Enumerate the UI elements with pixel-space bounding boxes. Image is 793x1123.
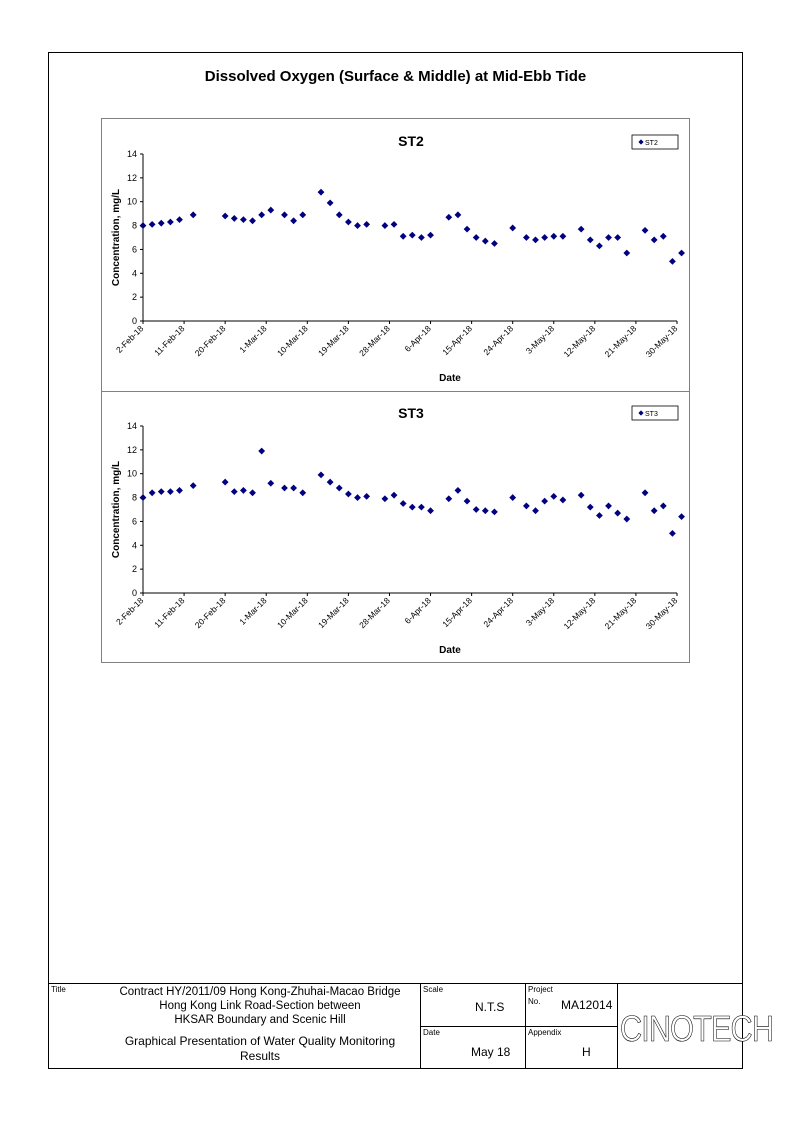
data-point: [445, 495, 452, 502]
contract-title-line2: Hong Kong Link Road-Section between: [159, 1000, 361, 1012]
contract-title-line1: Contract HY/2011/09 Hong Kong-Zhuhai-Macao Bridge: [119, 986, 401, 998]
data-point: [678, 513, 685, 520]
x-tick-label: 10-Mar-18: [274, 323, 310, 359]
scale-value: N.T.S: [475, 1000, 505, 1014]
data-point: [158, 488, 165, 495]
data-point: [391, 492, 398, 499]
data-point: [249, 489, 256, 496]
data-point: [354, 494, 361, 501]
data-point: [455, 487, 462, 494]
data-point: [651, 507, 658, 514]
x-tick-label: 15-Apr-18: [440, 323, 475, 358]
y-tick-label: 0: [131, 316, 137, 326]
data-point: [149, 489, 156, 496]
y-axis-title: Concentration, mg/L: [111, 460, 122, 559]
data-point: [578, 492, 585, 499]
x-tick-label: 30-May-18: [643, 595, 680, 632]
legend-label: ST2: [645, 140, 658, 147]
project-no-label: No.: [528, 997, 541, 1006]
appendix-label: Appendix: [528, 1028, 562, 1037]
data-point: [559, 497, 566, 504]
y-tick-label: 6: [131, 244, 137, 255]
data-point: [669, 530, 676, 537]
x-tick-label: 15-Apr-18: [440, 595, 475, 630]
project-number: MA12014: [561, 998, 613, 1012]
drawing-title-line1: Graphical Presentation of Water Quality Monitoring: [124, 1034, 396, 1048]
data-point: [523, 503, 530, 510]
data-point: [240, 487, 247, 494]
x-tick-label: 21-May-18: [602, 323, 639, 360]
drawing-title-line2: Results: [239, 1049, 280, 1063]
y-tick-label: 8: [131, 492, 137, 503]
data-point: [550, 493, 557, 500]
data-point: [299, 489, 306, 496]
data-point: [167, 488, 174, 495]
data-point: [409, 504, 416, 511]
scale-label: Scale: [423, 985, 444, 994]
x-tick-label: 20-Feb-18: [192, 323, 228, 359]
data-point: [473, 506, 480, 513]
y-axis-title: Concentration, mg/L: [111, 188, 122, 287]
y-tick-label: 10: [126, 468, 137, 479]
x-axis-title: Date: [439, 645, 461, 656]
data-point: [587, 504, 594, 511]
data-point: [427, 507, 434, 514]
y-tick-label: 6: [131, 516, 137, 527]
x-tick-label: 11-Feb-18: [152, 595, 187, 630]
project-label: Project: [528, 985, 553, 994]
data-point: [140, 494, 147, 501]
x-tick-label: 6-Apr-18: [402, 595, 433, 626]
x-tick-label: 24-Apr-18: [481, 595, 516, 630]
data-point: [482, 507, 489, 514]
data-point: [509, 494, 516, 501]
data-point: [327, 479, 334, 486]
data-point: [336, 485, 343, 492]
x-tick-label: 10-Mar-18: [274, 595, 310, 631]
data-point: [541, 498, 548, 505]
date-value: May 18: [471, 1045, 511, 1059]
x-tick-label: 19-Mar-18: [315, 323, 351, 359]
data-point: [318, 472, 325, 479]
data-point: [258, 448, 265, 455]
data-point: [605, 503, 612, 510]
x-tick-label: 2-Feb-18: [113, 595, 146, 627]
page-title: Dissolved Oxygen (Surface & Middle) at Mid-Ebb Tide: [204, 68, 587, 85]
x-axis-title: Date: [439, 373, 461, 384]
data-point: [190, 482, 197, 489]
chart-title: ST2: [398, 133, 424, 149]
contract-title: [100, 985, 420, 1027]
x-tick-label: 21-May-18: [602, 595, 639, 632]
data-point: [222, 479, 229, 486]
data-point: [176, 487, 183, 494]
data-point: [418, 504, 425, 511]
data-point: [532, 507, 539, 514]
data-point: [623, 516, 630, 523]
data-point: [642, 489, 649, 496]
x-tick-label: 6-Apr-18: [402, 323, 433, 354]
y-tick-label: 2: [131, 292, 137, 303]
y-tick-label: 4: [131, 268, 137, 279]
x-tick-label: 12-May-18: [561, 595, 598, 632]
x-tick-label: 3-May-18: [523, 323, 557, 356]
y-tick-label: 14: [126, 149, 137, 159]
x-tick-label: 1-Mar-18: [237, 323, 269, 355]
x-tick-label: 20-Feb-18: [192, 595, 228, 631]
x-tick-label: 12-May-18: [561, 323, 598, 360]
y-tick-label: 12: [126, 444, 137, 455]
data-point: [491, 508, 498, 515]
chart-title: ST3: [398, 405, 424, 421]
x-tick-label: 2-Feb-18: [113, 323, 146, 355]
y-tick-label: 4: [131, 540, 137, 551]
x-tick-label: 30-May-18: [643, 323, 680, 360]
data-point: [290, 485, 297, 492]
date-label: Date: [423, 1028, 440, 1037]
data-point: [400, 500, 407, 507]
x-tick-label: 24-Apr-18: [481, 323, 516, 358]
data-point: [281, 485, 288, 492]
y-tick-label: 10: [126, 196, 137, 207]
data-point: [614, 510, 621, 517]
y-tick-label: 8: [131, 220, 137, 231]
data-point: [381, 495, 388, 502]
data-point: [345, 491, 352, 498]
y-tick-label: 2: [131, 564, 137, 575]
y-tick-label: 14: [126, 421, 137, 431]
appendix-value: H: [582, 1045, 591, 1059]
company-logo: CINOTECH: [620, 1008, 773, 1049]
contract-title-line3: HKSAR Boundary and Scenic Hill: [174, 1014, 346, 1026]
y-tick-label: 12: [126, 172, 137, 183]
title-label: Title: [51, 985, 66, 994]
data-point: [267, 480, 274, 487]
x-tick-label: 3-May-18: [523, 595, 557, 628]
x-tick-label: 28-Mar-18: [357, 595, 392, 631]
data-point: [596, 512, 603, 519]
data-point: [231, 488, 238, 495]
x-tick-label: 1-Mar-18: [237, 595, 269, 627]
data-point: [660, 503, 667, 510]
data-point: [464, 498, 471, 505]
drawing-title: [100, 1034, 420, 1064]
x-tick-label: 11-Feb-18: [152, 323, 187, 358]
x-tick-label: 28-Mar-18: [357, 323, 392, 359]
x-tick-label: 19-Mar-18: [315, 595, 351, 631]
y-tick-label: 0: [131, 588, 137, 598]
legend-label: ST3: [645, 411, 658, 418]
data-point: [363, 493, 370, 500]
